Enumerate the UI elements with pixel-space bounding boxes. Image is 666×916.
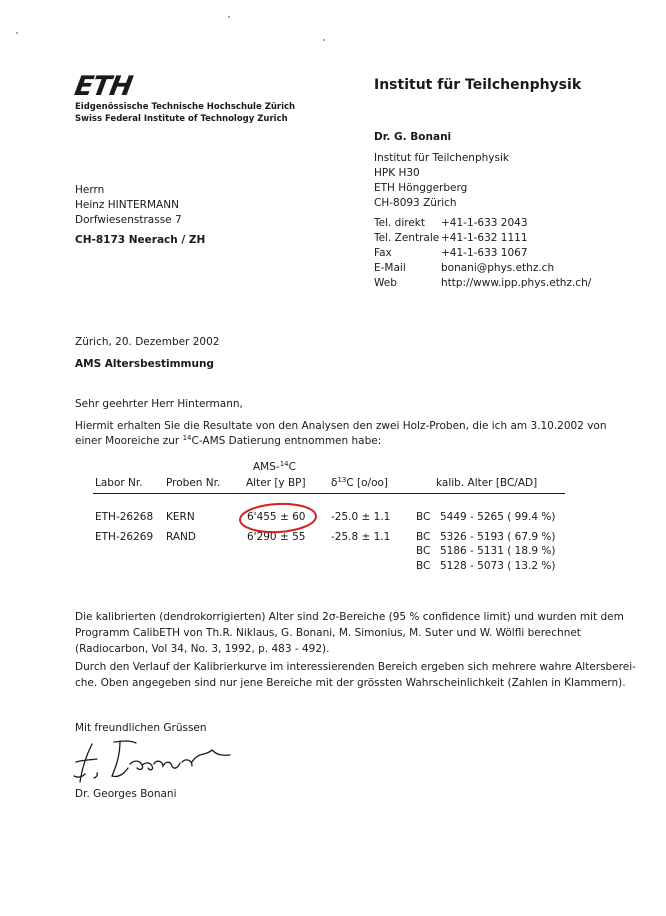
header-proben: Proben Nr. <box>166 477 221 489</box>
contact-row <box>374 261 591 276</box>
school-name-de: Eidgenössische Technische Hochschule Zürich <box>75 102 296 112</box>
paragraph-line: Programm CalibETH von Th.R. Niklaus, G. Bonani, M. Simonius, M. Suter und W. Wölfli berechnet <box>75 627 581 639</box>
row2-kalib-range: 5128 - 5073 ( 13.2 %) <box>440 560 556 572</box>
intro-line-1: Hiermit erhalten Sie die Resultate von den Analysen den zwei Holz-Proben, die ich am 3.10.2002 von <box>75 420 607 432</box>
institute-title: Institut für Teilchenphysik <box>374 77 582 93</box>
closing: Mit freundlichen Grüssen <box>75 722 207 734</box>
contact-label: E-Mail <box>374 262 406 274</box>
isotope-superscript: 14 <box>182 434 192 442</box>
paragraph-1 <box>75 609 624 657</box>
row2-kalib-range: 5186 - 5131 ( 18.9 %) <box>440 545 556 557</box>
signature-name: Dr. Georges Bonani <box>75 788 177 800</box>
salutation: Sehr geehrter Herr Hintermann, <box>75 398 243 410</box>
recipient-line: Heinz HINTERMANN <box>75 199 179 211</box>
row1-kalib-era: BC <box>416 511 431 523</box>
handwritten-signature <box>70 738 260 788</box>
row1-kalib-range: 5449 - 5265 ( 99.4 %) <box>440 511 556 523</box>
contact-row <box>374 231 591 246</box>
contact-label: Tel. Zentrale <box>374 232 440 244</box>
header-delta: $\delta^{13}C$ [o/oo] <box>331 476 389 489</box>
scan-speck <box>323 39 325 41</box>
recipient-line: Dorfwiesenstrasse 7 <box>75 214 182 226</box>
address-line: ETH Hönggerberg <box>374 182 468 194</box>
scan-speck <box>228 16 230 18</box>
row2-kalib-range: 5326 - 5193 ( 67.9 %) <box>440 531 556 543</box>
address-line: CH-8093 Zürich <box>374 197 457 209</box>
row2-kalib-era: BC <box>416 531 431 543</box>
contact-value: bonani@phys.ethz.ch <box>441 262 555 274</box>
contact-label: Tel. direkt <box>374 217 426 229</box>
recipient-line: Herrn <box>75 184 105 196</box>
contact-row <box>374 216 591 231</box>
eth-logo: ETH <box>72 71 135 102</box>
sender-name: Dr. G. Bonani <box>374 131 452 143</box>
letter-date: Zürich, 20. Dezember 2002 <box>75 336 220 348</box>
contact-value: http://www.ipp.phys.ethz.ch/ <box>441 277 592 289</box>
row2-proben: RAND <box>166 531 196 543</box>
intro-text: einer Mooreiche zur <box>75 435 183 447</box>
paragraph-line: Die kalibrierten (dendrokorrigierten) Alter sind 2σ-Bereiche (95 % confidence limit) und wurden mit dem <box>75 611 624 623</box>
address-line: Institut für Teilchenphysik <box>374 152 509 164</box>
paragraph-line: Durch den Verlauf der Kalibrierkurve im interessierenden Bereich ergeben sich mehrere wahre Altersberei- <box>75 661 636 673</box>
header-ams-top: AMS-$^{14}$C <box>253 460 296 473</box>
header-alter: Alter [y BP] <box>246 477 306 489</box>
highlight-ellipse-annotation <box>236 500 322 536</box>
row2-kalib-era: BC <box>416 545 431 557</box>
contact-value: +41-1-632 1111 <box>441 232 528 244</box>
contact-value: +41-1-633 1067 <box>441 247 528 259</box>
table-header-rule <box>93 493 565 494</box>
contact-row <box>374 276 591 291</box>
row2-delta: -25.8 ± 1.1 <box>331 531 391 543</box>
sender-address <box>374 151 509 211</box>
sender-contacts <box>374 216 591 291</box>
contact-label: Web <box>374 277 397 289</box>
paragraph-line: che. Oben angegeben sind nur jene Bereiche mit der grössten Wahrscheinlichkeit (Zahlen in Klammern). <box>75 677 626 689</box>
recipient-address <box>75 183 182 228</box>
row1-alter: 6'455 ± 60 <box>247 511 306 523</box>
school-name-en: Swiss Federal Institute of Technology Zurich <box>75 114 288 124</box>
row1-proben: KERN <box>166 511 195 523</box>
scan-speck <box>16 32 18 34</box>
intro-line-2 <box>75 435 381 447</box>
row2-alter: 6'290 ± 55 <box>247 531 306 543</box>
contact-label: Fax <box>374 247 392 259</box>
row1-delta: -25.0 ± 1.1 <box>331 511 391 523</box>
row2-kalib-era: BC <box>416 560 431 572</box>
recipient-city: CH-8173 Neerach / ZH <box>75 234 206 246</box>
header-labor: Labor Nr. <box>95 477 143 489</box>
letter-subject: AMS Altersbestimmung <box>75 358 214 370</box>
row2-labor: ETH-26269 <box>95 531 154 543</box>
header-kalib: kalib. Alter [BC/AD] <box>436 477 538 489</box>
address-line: HPK H30 <box>374 167 420 179</box>
intro-text: C-AMS Datierung entnommen habe: <box>191 435 382 447</box>
row1-labor: ETH-26268 <box>95 511 154 523</box>
contact-row <box>374 246 591 261</box>
paragraph-2 <box>75 659 636 691</box>
contact-value: +41-1-633 2043 <box>441 217 528 229</box>
paragraph-line: (Radiocarbon, Vol 34, No. 3, 1992, p. 483 - 492). <box>75 643 330 655</box>
